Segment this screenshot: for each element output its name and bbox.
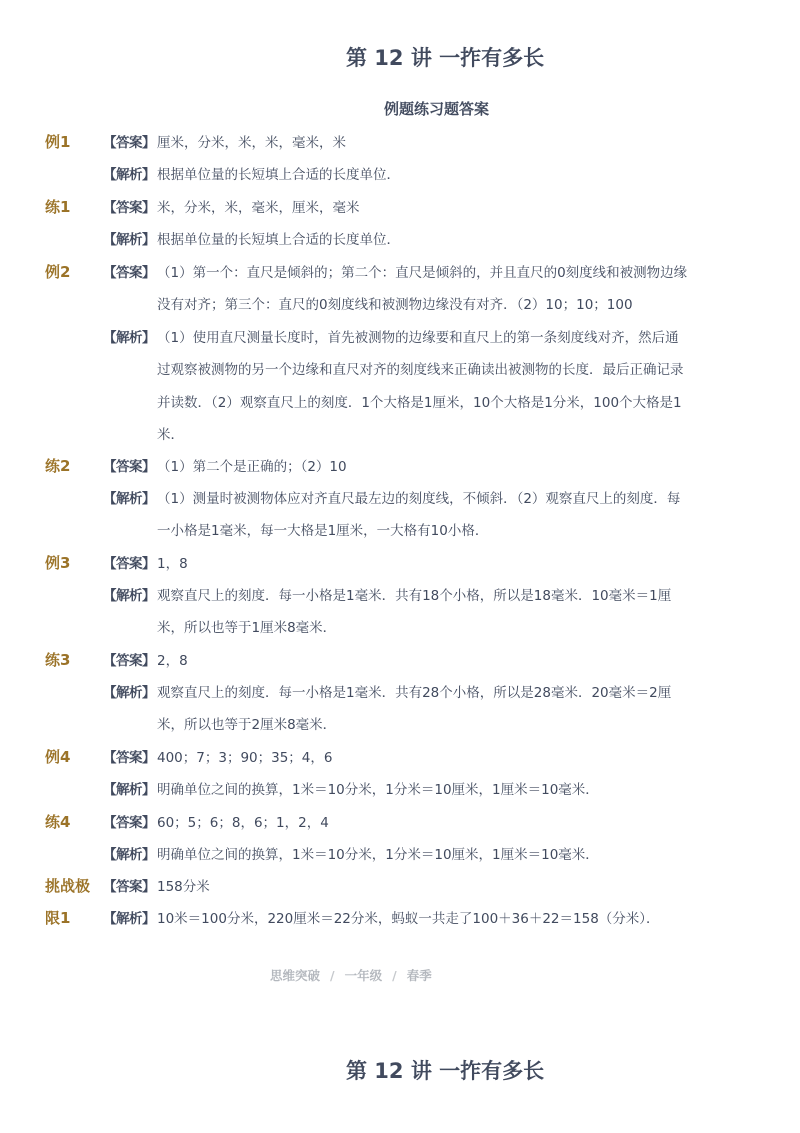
answer-label: 【答案】 — [103, 556, 155, 572]
answer-text: 60；5；6；8，6；1，2，4 — [157, 815, 329, 831]
analysis-label: 【解析】 — [103, 782, 155, 798]
entry-tag: 练2 — [45, 457, 71, 475]
entry-tag-continuation: 限1 — [45, 909, 71, 927]
analysis-label: 【解析】 — [103, 330, 155, 346]
answer-text: （1）第一个：直尺是倾斜的；第二个：直尺是倾斜的，并且直尺的0刻度线和被测物边缘 — [157, 265, 688, 281]
footer-separator: / — [392, 968, 397, 983]
entry-tag: 例4 — [45, 748, 71, 766]
answer-label: 【答案】 — [103, 135, 155, 151]
analysis-text: （1）测量时被测物体应对齐直尺最左边的刻度线，不倾斜．（2）观察直尺上的刻度．每 — [157, 491, 681, 507]
answer-label: 【答案】 — [103, 750, 155, 766]
analysis-label: 【解析】 — [103, 491, 155, 507]
analysis-text: 米，所以也等于1厘米8毫米． — [157, 620, 337, 636]
entry-tag: 挑战极 — [45, 877, 91, 895]
analysis-text: 米，所以也等于2厘米8毫米． — [157, 717, 337, 733]
answer-text: 没有对齐；第三个：直尺的0刻度线和被测物边缘没有对齐．（2）10；10；100 — [157, 297, 633, 313]
analysis-text: 过观察被测物的另一个边缘和直尺对齐的刻度线来正确读出被测物的长度．最后正确记录 — [157, 362, 684, 378]
answer-label: 【答案】 — [103, 653, 155, 669]
analysis-text: 明确单位之间的换算，1米＝10分米，1分米＝10厘米，1厘米＝10毫米． — [157, 847, 599, 863]
analysis-text: 一小格是1毫米，每一大格是1厘米，一大格有10小格． — [157, 523, 489, 539]
footer-grade: 一年级 — [344, 968, 383, 983]
answer-text: 400；7；3；90；35；4，6 — [157, 750, 333, 766]
entry-tag: 练4 — [45, 813, 71, 831]
entry-tag: 例2 — [45, 263, 71, 281]
answer-label: 【答案】 — [103, 265, 155, 281]
answer-label: 【答案】 — [103, 459, 155, 475]
analysis-label: 【解析】 — [103, 167, 155, 183]
entry-tag: 练1 — [45, 198, 71, 216]
footer-series: 思维突破 — [270, 968, 321, 983]
next-page-title: 第 12 讲 一拃有多长 — [346, 1059, 545, 1083]
answer-label: 【答案】 — [103, 879, 155, 895]
analysis-text: 根据单位量的长短填上合适的长度单位． — [157, 232, 400, 248]
entry-tag: 练3 — [45, 651, 71, 669]
answer-text: 1，8 — [157, 556, 188, 572]
analysis-text: 10米＝100分米，220厘米＝22分米，蚂蚁一共走了100＋36＋22＝158（分米）． — [157, 911, 660, 927]
analysis-label: 【解析】 — [103, 232, 155, 248]
analysis-label: 【解析】 — [103, 911, 155, 927]
entry-tag: 例1 — [45, 133, 71, 151]
answer-text: 厘米，分米，米，米，毫米，米 — [157, 135, 346, 151]
analysis-text: 并读数．（2）观察直尺上的刻度．1个大格是1厘米，10个大格是1分米，100个大格是1 — [157, 395, 682, 411]
answer-label: 【答案】 — [103, 200, 155, 216]
analysis-label: 【解析】 — [103, 847, 155, 863]
answer-text: 2，8 — [157, 653, 188, 669]
analysis-text: 根据单位量的长短填上合适的长度单位． — [157, 167, 400, 183]
analysis-text: （1）使用直尺测量长度时，首先被测物的边缘要和直尺上的第一条刻度线对齐，然后通 — [157, 330, 679, 346]
analysis-label: 【解析】 — [103, 588, 155, 604]
analysis-text: 观察直尺上的刻度．每一小格是1毫米．共有28个小格，所以是28毫米．20毫米＝2厘 — [157, 685, 672, 701]
footer-term: 春季 — [406, 968, 432, 983]
page-title: 第 12 讲 一拃有多长 — [346, 46, 545, 70]
answer-label: 【答案】 — [103, 815, 155, 831]
answer-text: （1）第二个是正确的；（2）10 — [157, 459, 347, 475]
analysis-label: 【解析】 — [103, 685, 155, 701]
section-subtitle: 例题练习题答案 — [384, 100, 490, 118]
footer-separator: / — [330, 968, 335, 983]
answer-text: 158分米 — [157, 879, 210, 895]
analysis-text: 明确单位之间的换算，1米＝10分米，1分米＝10厘米，1厘米＝10毫米． — [157, 782, 599, 798]
analysis-text: 米． — [157, 427, 184, 443]
page-footer — [270, 966, 432, 984]
analysis-text: 观察直尺上的刻度．每一小格是1毫米．共有18个小格，所以是18毫米．10毫米＝1厘 — [157, 588, 672, 604]
answer-text: 米，分米，米，毫米，厘米，毫米 — [157, 200, 360, 216]
entry-tag: 例3 — [45, 554, 71, 572]
